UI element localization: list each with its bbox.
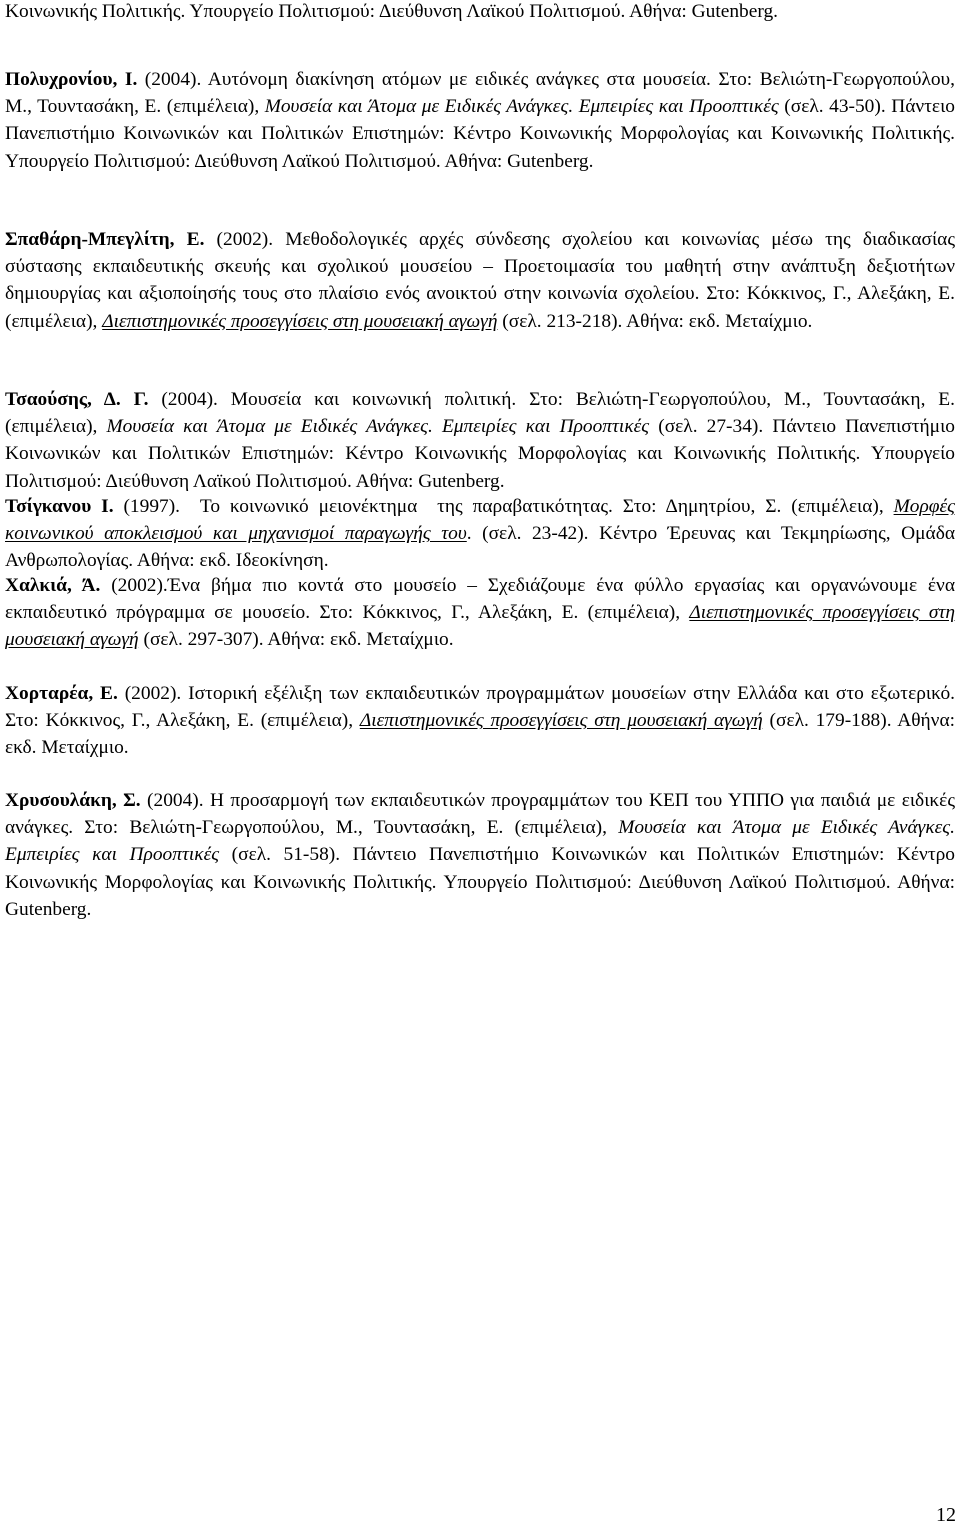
reference-book-title: Μουσεία και Άτομα με Ειδικές Ανάγκες. Εμπειρίες και Προοπτικές xyxy=(5,817,955,866)
reference-author: Χορταρέα, Ε. xyxy=(5,683,118,704)
reference-details: (2004). Μουσεία και κοινωνική πολιτική. Στο: Βελιώτη-Γεωργοπούλου, Μ., Τουντασάκη, Ε. (επιμέλεια), xyxy=(5,389,956,438)
reference-book-title: Διεπιστημονικές προσεγγίσεις στη μουσειακή αγωγή xyxy=(5,602,955,651)
page-number: 12 xyxy=(936,1504,956,1526)
reference-publisher: (σελ. 43-50). Πάντειο Πανεπιστήμιο Κοινωνικών και Πολιτικών Επιστημών: Κέντρο Κοινωνικής Μορφολογίας και Κοινωνικής Πολιτικής. Υπουργείο Πολιτισμού: Διεύθυνση Λαϊκού Πολιτισμού. Αθήνα: Gutenberg. xyxy=(5,96,955,172)
reference-publisher: (σελ. 179-188). Αθήνα: εκδ. Μεταίχμιο. xyxy=(5,710,955,759)
reference-details: (2004). Η προσαρμογή των εκπαιδευτικών προγραμμάτων του ΚΕΠ του ΥΠΠΟ για παιδιά με ειδικές ανάγκες. Στο: Βελιώτη-Γεωργοπούλου, Μ., Τουντασάκη, Ε. (επιμέλεια), xyxy=(5,790,955,839)
reference-entry xyxy=(5,226,955,335)
reference-continuation xyxy=(5,0,955,25)
reference-publisher: . (σελ. 23-42). Κέντρο Έρευνας και Τεκμηρίωσης, Ομάδα Ανθρωπολογίας. Αθήνα: εκδ. Ιδεοκίνηση. xyxy=(5,523,955,572)
reference-publisher: (σελ. 51-58). Πάντειο Πανεπιστήμιο Κοινωνικών και Πολιτικών Επιστημών: Κέντρο Κοινωνικής Μορφολογίας και Κοινωνικής Πολιτικής. Υπουργείο Πολιτισμού: Διεύθυνση Λαϊκού Πολιτισμού. Αθήνα: Gutenberg. xyxy=(5,844,955,920)
reference-entry xyxy=(5,66,955,175)
reference-entry xyxy=(5,572,955,654)
reference-publisher: (σελ. 213-218). Αθήνα: εκδ. Μεταίχμιο. xyxy=(497,310,813,332)
reference-book-title: Διεπιστημονικές προσεγγίσεις στη μουσειακή αγωγή xyxy=(102,310,498,332)
reference-entry xyxy=(5,493,955,575)
reference-details: (2002). Μεθοδολογικές αρχές σύνδεσης σχολείου και κοινωνίας μέσω της διαδικασίας σύστασης εκπαιδευτικής σκευής και σχολικού μουσείου – Προετοιμασία του μαθητή στην ανάπτυξη δεξιοτήτων δημιουργίας και αξιοποίησής τους στο πλαίσιο ενός ανοικτού στην κοινωνία σχολείου. Στο: Κόκκινος, Γ., Αλεξάκη, Ε. (επιμέλεια), xyxy=(5,229,955,332)
reference-entry xyxy=(5,680,955,762)
reference-book-title: Μορφές κοινωνικού αποκλεισμού και μηχανισμοί παραγωγής του xyxy=(5,496,955,545)
reference-publisher: (σελ. 297-307). Αθήνα: εκδ. Μεταίχμιο. xyxy=(138,629,454,651)
reference-author: Σπαθάρη-Μπεγλίτη, Ε. xyxy=(5,229,205,250)
document-page xyxy=(5,0,955,1537)
reference-entry xyxy=(5,386,955,495)
reference-book-title: Μουσεία και Άτομα με Ειδικές Ανάγκες. Εμπειρίες και Προοπτικές xyxy=(106,416,650,438)
reference-author: Χρυσουλάκη, Σ. xyxy=(5,790,141,811)
reference-author: Χαλκιά, Ά. xyxy=(5,575,101,596)
reference-author: Τσίγκανου Ι. xyxy=(5,496,114,517)
reference-author: Πολυχρονίου, Ι. xyxy=(5,69,138,90)
reference-entry xyxy=(5,787,955,923)
reference-publisher: (σελ. 27-34). Πάντειο Πανεπιστήμιο Κοινωνικών και Πολιτικών Επιστημών: Κέντρο Κοινωνικής Μορφολογίας και Κοινωνικής Πολιτικής. Υπουργείο Πολιτισμού: Διεύθυνση Λαϊκού Πολιτισμού. Αθήνα: Gutenberg. xyxy=(5,416,955,492)
reference-book-title: Διεπιστημονικές προσεγγίσεις στη μουσειακή αγωγή xyxy=(359,710,763,732)
reference-book-title: Μουσεία και Άτομα με Ειδικές Ανάγκες. Εμπειρίες και Προοπτικές xyxy=(264,96,779,118)
reference-details: (1997). Το κοινωνικό μειονέκτημα της παραβατικότητας. Στο: Δημητρίου, Σ. (επιμέλεια), xyxy=(113,496,894,517)
reference-details: (2004). Αυτόνομη διακίνηση ατόμων με ειδικές ανάγκες στα μουσεία. Στο: Βελιώτη-Γεωργοπούλου, Μ., Τουντασάκη, Ε. (επιμέλεια), xyxy=(5,69,955,118)
reference-text: Κοινωνικής Πολιτικής. Υπουργείο Πολιτισμού: Διεύθυνση Λαϊκού Πολιτισμού. Αθήνα: Gutenberg. xyxy=(5,1,778,22)
reference-author: Τσαούσης, Δ. Γ. xyxy=(5,389,149,410)
reference-details: (2002). Ιστορική εξέλιξη των εκπαιδευτικών προγραμμάτων μουσείων στην Ελλάδα και στο εξωτερικό. Στο: Κόκκινος, Γ., Αλεξάκη, Ε. (επιμέλεια), xyxy=(5,683,956,732)
reference-details: (2002).Ένα βήμα πιο κοντά στο μουσείο – Σχεδιάζουμε ένα φύλλο εργασίας και οργανώνουμε ένα εκπαιδευτικό πρόγραμμα σε μουσείο. Στο: Κόκκινος, Γ., Αλεξάκη, Ε. (επιμέλεια), xyxy=(5,575,955,624)
